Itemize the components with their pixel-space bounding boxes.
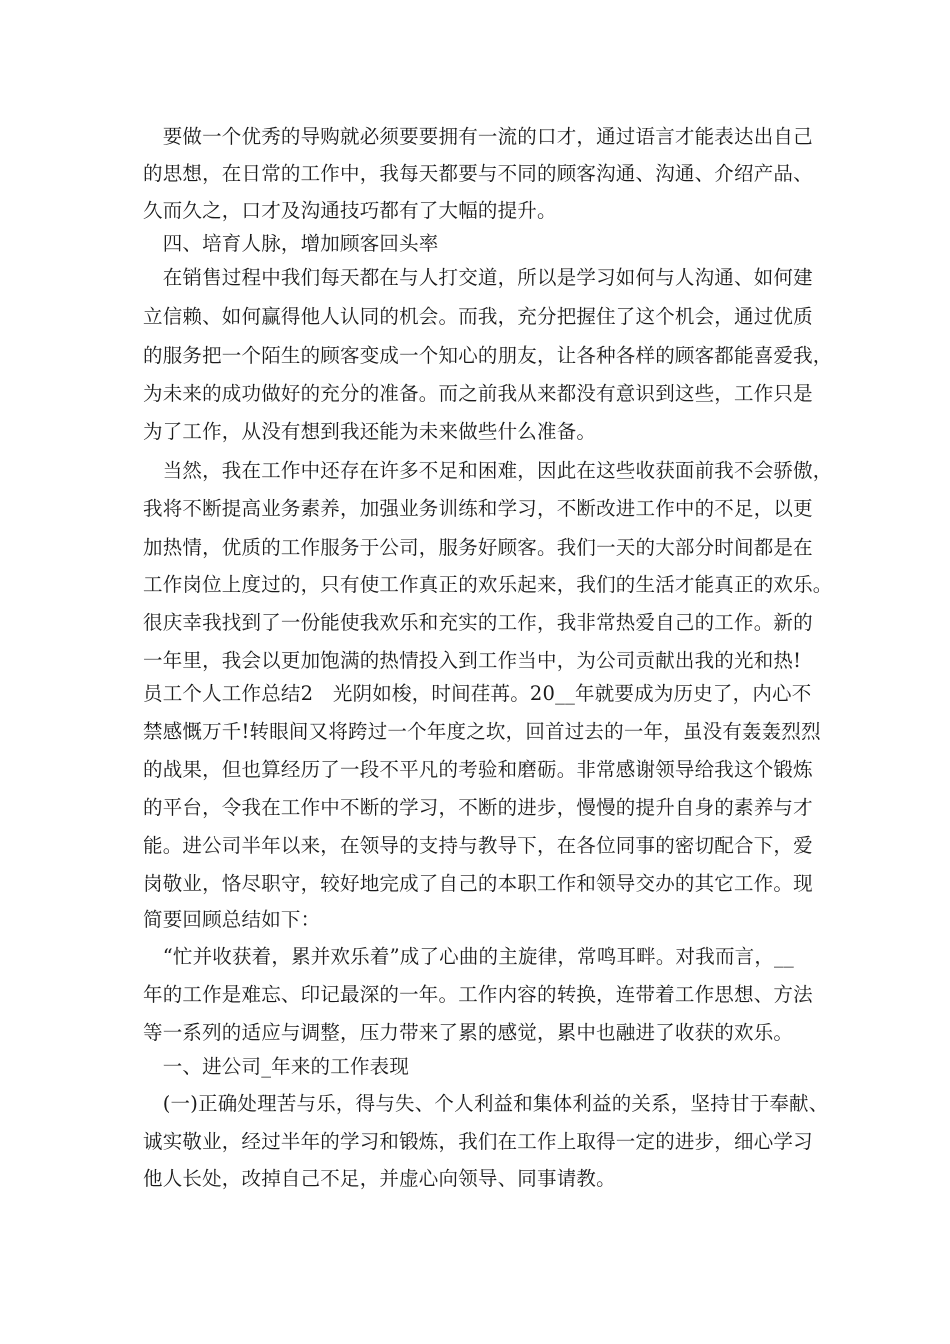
text-line: 岗敬业，恪尽职守，较好地完成了自己的本职工作和领导交办的其它工作。现 [143, 872, 813, 895]
text-line: 的思想，在日常的工作中，我每天都要与不同的顾客沟通、沟通、介绍产品、 [143, 162, 813, 185]
section-heading: 一、进公司_年来的工作表现 [143, 1055, 410, 1078]
text-line: 禁感慨万千!转眼间又将跨过一个年度之坎，回首过去的一年，虽没有轰轰烈烈 [143, 720, 821, 743]
text-line: 他人长处，改掉自己不足，并虚心向领导、同事请教。 [143, 1167, 616, 1190]
text-line: 在销售过程中我们每天都在与人打交道，所以是学习如何与人沟通、如何建 [143, 266, 813, 289]
text-line: 为未来的成功做好的充分的准备。而之前我从来都没有意识到这些，工作只是 [143, 382, 813, 405]
text-line: 要做一个优秀的导购就必须要要拥有一流的口才，通过语言才能表达出自己 [143, 125, 813, 148]
text-line: 当然，我在工作中还存在许多不足和困难，因此在这些收获面前我不会骄傲， [143, 459, 833, 482]
text-line: 诚实敬业，经过半年的学习和锻炼，我们在工作上取得一定的进步，细心学习 [143, 1130, 813, 1153]
text-line: 的平台，令我在工作中不断的学习，不断的进步，慢慢的提升自身的素养与才 [143, 796, 813, 819]
text-line: 工作岗位上度过的，只有使工作真正的欢乐起来，我们的生活才能真正的欢乐。 [143, 573, 833, 596]
text-line: 很庆幸我找到了一份能使我欢乐和充实的工作，我非常热爱自己的工作。新的 [143, 611, 813, 634]
section-heading: 四、培育人脉，增加顾客回头率 [143, 232, 439, 255]
text-line: 年的工作是难忘、印记最深的一年。工作内容的转换，连带着工作思想、方法 [143, 983, 813, 1006]
text-line: 简要回顾总结如下： [143, 908, 321, 931]
text-line: 加热情，优质的工作服务于公司，服务好顾客。我们一天的大部分时间都是在 [143, 536, 813, 559]
text-line: 员工个人工作总结2 光阴如梭，时间荏苒。20__年就要成为历史了，内心不 [143, 682, 812, 705]
text-line: 久而久之，口才及沟通技巧都有了大幅的提升。 [143, 199, 557, 222]
text-line: 能。进公司半年以来，在领导的支持与教导下，在各位同事的密切配合下，爱 [143, 834, 813, 857]
text-line: 等一系列的适应与调整，压力带来了累的感觉，累中也融进了收获的欢乐。 [143, 1021, 794, 1044]
text-line: (一)正确处理苦与乐，得与失、个人利益和集体利益的关系，坚持甘于奉献、 [143, 1092, 829, 1115]
text-line: 我将不断提高业务素养，加强业务训练和学习，不断改进工作中的不足，以更 [143, 497, 813, 520]
text-line: 立信赖、如何赢得他人认同的机会。而我，充分把握住了这个机会，通过优质 [143, 305, 813, 328]
text-line: 的服务把一个陌生的顾客变成一个知心的朋友，让各种各样的顾客都能喜爱我， [143, 344, 833, 367]
text-line: “忙并收获着，累并欢乐着”成了心曲的主旋律，常鸣耳畔。对我而言，__ [143, 945, 794, 968]
text-line: 的战果，但也算经历了一段不平凡的考验和磨砺。非常感谢领导给我这个锻炼 [143, 758, 813, 781]
text-line: 一年里，我会以更加饱满的热情投入到工作当中，为公司贡献出我的光和热! [143, 649, 802, 672]
text-line: 为了工作，从没有想到我还能为未来做些什么准备。 [143, 420, 597, 443]
